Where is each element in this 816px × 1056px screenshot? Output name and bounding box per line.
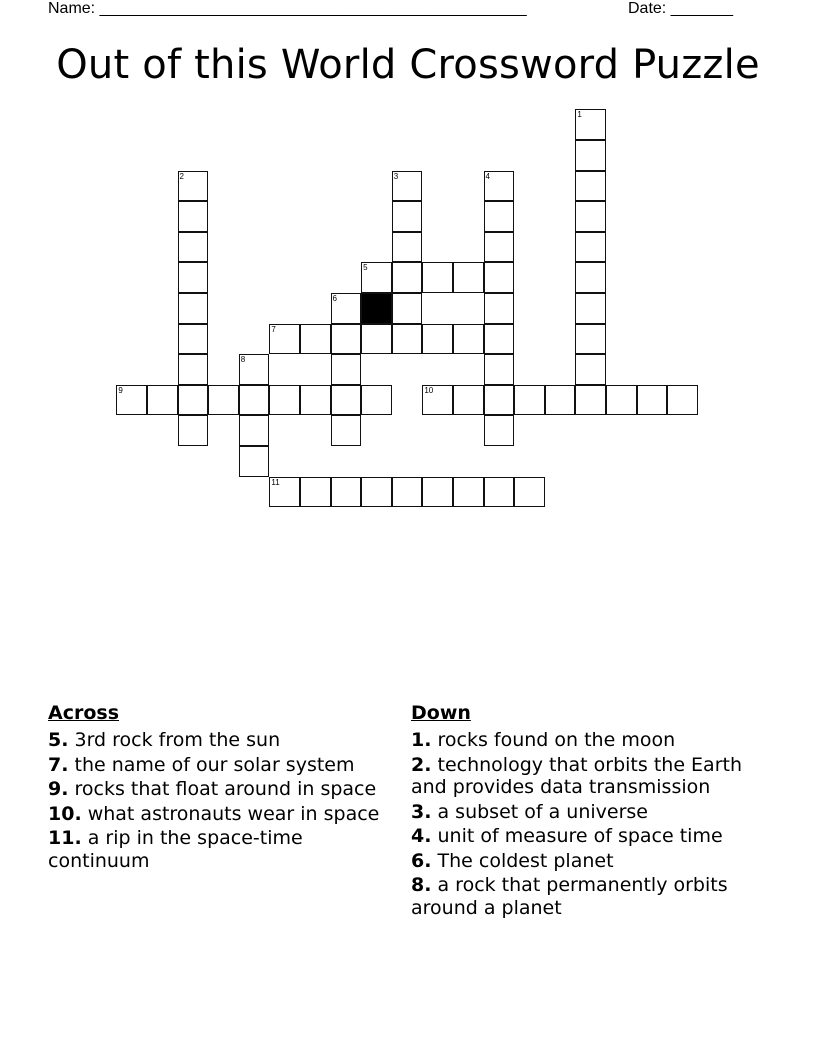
grid-cell[interactable]	[422, 324, 453, 355]
grid-cell[interactable]	[514, 385, 545, 416]
grid-cell[interactable]	[484, 324, 515, 355]
grid-cell[interactable]	[453, 477, 484, 508]
grid-cell[interactable]	[575, 171, 606, 202]
clue-text: what astronauts wear in space	[81, 802, 380, 825]
grid-cell[interactable]	[331, 415, 362, 446]
crossword-grid	[0, 0, 816, 520]
clue-down-6	[411, 850, 761, 873]
grid-cell[interactable]	[239, 385, 270, 416]
grid-cell[interactable]	[331, 324, 362, 355]
grid-cell[interactable]	[484, 385, 515, 416]
grid-cell[interactable]	[239, 354, 270, 385]
grid-cell[interactable]	[331, 293, 362, 324]
grid-cell[interactable]	[178, 415, 209, 446]
clue-text: the name of our solar system	[68, 753, 355, 776]
grid-cell[interactable]	[422, 385, 453, 416]
grid-cell[interactable]	[178, 354, 209, 385]
across-clues	[48, 701, 388, 874]
grid-cell[interactable]	[575, 385, 606, 416]
grid-cell[interactable]	[392, 324, 423, 355]
clue-text: 3rd rock from the sun	[68, 729, 281, 751]
clue-number: 9.	[48, 778, 69, 800]
grid-cell[interactable]	[178, 262, 209, 293]
grid-cell[interactable]	[484, 262, 515, 293]
cell-number: 11	[271, 477, 280, 487]
cell-number: 5	[363, 263, 368, 273]
clue-number: 7.	[48, 753, 69, 776]
grid-cell[interactable]	[392, 201, 423, 232]
clue-number: 10.	[48, 802, 82, 825]
grid-cell[interactable]	[239, 415, 270, 446]
grid-cell[interactable]	[116, 385, 147, 416]
grid-cell[interactable]	[637, 385, 668, 416]
grid-cell[interactable]	[575, 354, 606, 385]
clue-across-7	[48, 754, 388, 777]
puzzle-title: Out of this World Crossword Puzzle	[56, 42, 760, 88]
clue-text: The coldest planet	[431, 849, 614, 872]
grid-cell[interactable]	[361, 324, 392, 355]
grid-cell[interactable]	[178, 171, 209, 202]
grid-cell[interactable]	[361, 262, 392, 293]
grid-cell[interactable]	[361, 385, 392, 416]
grid-cell[interactable]	[300, 324, 331, 355]
grid-cell[interactable]	[575, 109, 606, 140]
grid-cell[interactable]	[575, 232, 606, 263]
grid-cell[interactable]	[269, 324, 300, 355]
clue-number: 1.	[411, 729, 432, 751]
clue-text: unit of measure of space time	[431, 825, 723, 847]
clue-number: 4.	[411, 825, 432, 847]
cell-number: 8	[240, 355, 246, 365]
across-heading: Across	[48, 702, 120, 724]
grid-cell[interactable]	[269, 477, 300, 508]
clue-text: a rock that permanently orbits around a planet	[411, 874, 728, 919]
grid-cell[interactable]	[331, 354, 362, 385]
grid-cell[interactable]	[453, 324, 484, 355]
grid-cell[interactable]	[484, 415, 515, 446]
clue-down-1	[411, 729, 761, 752]
clue-down-8	[411, 874, 761, 919]
grid-cell[interactable]	[178, 232, 209, 263]
cell-number: 1	[577, 110, 582, 120]
grid-cell[interactable]	[300, 385, 331, 416]
cell-number: 4	[485, 171, 490, 181]
grid-cell[interactable]	[484, 232, 515, 263]
grid-cell[interactable]	[422, 477, 453, 508]
grid-cell[interactable]	[331, 385, 362, 416]
grid-cell[interactable]	[392, 262, 423, 293]
cell-number: 3	[393, 171, 399, 181]
black-cell	[361, 293, 392, 324]
grid-cell[interactable]	[392, 477, 423, 508]
cell-number: 6	[332, 293, 337, 303]
down-clues	[411, 701, 761, 921]
grid-cell[interactable]	[422, 262, 453, 293]
cell-number: 9	[118, 385, 123, 395]
grid-cell[interactable]	[667, 385, 698, 416]
grid-cell[interactable]	[484, 171, 515, 202]
grid-cell[interactable]	[484, 201, 515, 232]
grid-cell[interactable]	[575, 140, 606, 171]
clue-down-3	[411, 801, 761, 824]
clue-number: 6.	[411, 849, 432, 872]
clue-number: 5.	[48, 729, 69, 751]
grid-cell[interactable]	[484, 477, 515, 508]
clue-across-9	[48, 778, 388, 801]
clue-number: 8.	[411, 874, 432, 896]
grid-cell[interactable]	[178, 293, 209, 324]
grid-cell[interactable]	[575, 324, 606, 355]
clue-text: rocks that float around in space	[68, 778, 377, 800]
cell-number: 10	[424, 385, 434, 395]
clue-number: 11.	[48, 827, 82, 849]
grid-cell[interactable]	[208, 385, 239, 416]
grid-cell[interactable]	[392, 171, 423, 202]
grid-cell[interactable]	[453, 385, 484, 416]
cell-number: 2	[179, 171, 184, 181]
clue-text: a rip in the space-time continuum	[48, 827, 303, 872]
grid-cell[interactable]	[575, 293, 606, 324]
grid-cell[interactable]	[484, 354, 515, 385]
clue-down-4	[411, 825, 761, 848]
grid-cell[interactable]	[575, 201, 606, 232]
grid-cell[interactable]	[514, 477, 545, 508]
grid-cell[interactable]	[545, 385, 576, 416]
grid-cell[interactable]	[300, 477, 331, 508]
date-field-label: Date: _______	[628, 0, 733, 17]
grid-cell[interactable]	[178, 324, 209, 355]
grid-cell[interactable]	[453, 262, 484, 293]
grid-cell[interactable]	[361, 477, 392, 508]
down-heading: Down	[411, 702, 471, 724]
clue-text: a subset of a universe	[431, 800, 648, 823]
grid-cell[interactable]	[331, 477, 362, 508]
clue-across-10	[48, 803, 388, 826]
clue-number: 2.	[411, 753, 432, 776]
grid-cell[interactable]	[392, 293, 423, 324]
grid-cell[interactable]	[606, 385, 637, 416]
grid-cell[interactable]	[239, 446, 270, 477]
clue-number: 3.	[411, 800, 432, 823]
clue-text: technology that orbits the Earth and provides data transmission	[411, 753, 742, 798]
grid-cell[interactable]	[575, 262, 606, 293]
grid-cell[interactable]	[147, 385, 178, 416]
grid-cell[interactable]	[178, 201, 209, 232]
clue-down-2	[411, 754, 761, 799]
grid-cell[interactable]	[178, 385, 209, 416]
name-field-label: Name: ________________________________________________	[48, 0, 527, 17]
clue-across-11	[48, 827, 388, 872]
clue-text: rocks found on the moon	[431, 729, 676, 751]
grid-cell[interactable]	[269, 385, 300, 416]
grid-cell[interactable]	[484, 293, 515, 324]
clue-across-5	[48, 729, 388, 752]
grid-cell[interactable]	[392, 232, 423, 263]
cell-number: 7	[271, 324, 276, 334]
